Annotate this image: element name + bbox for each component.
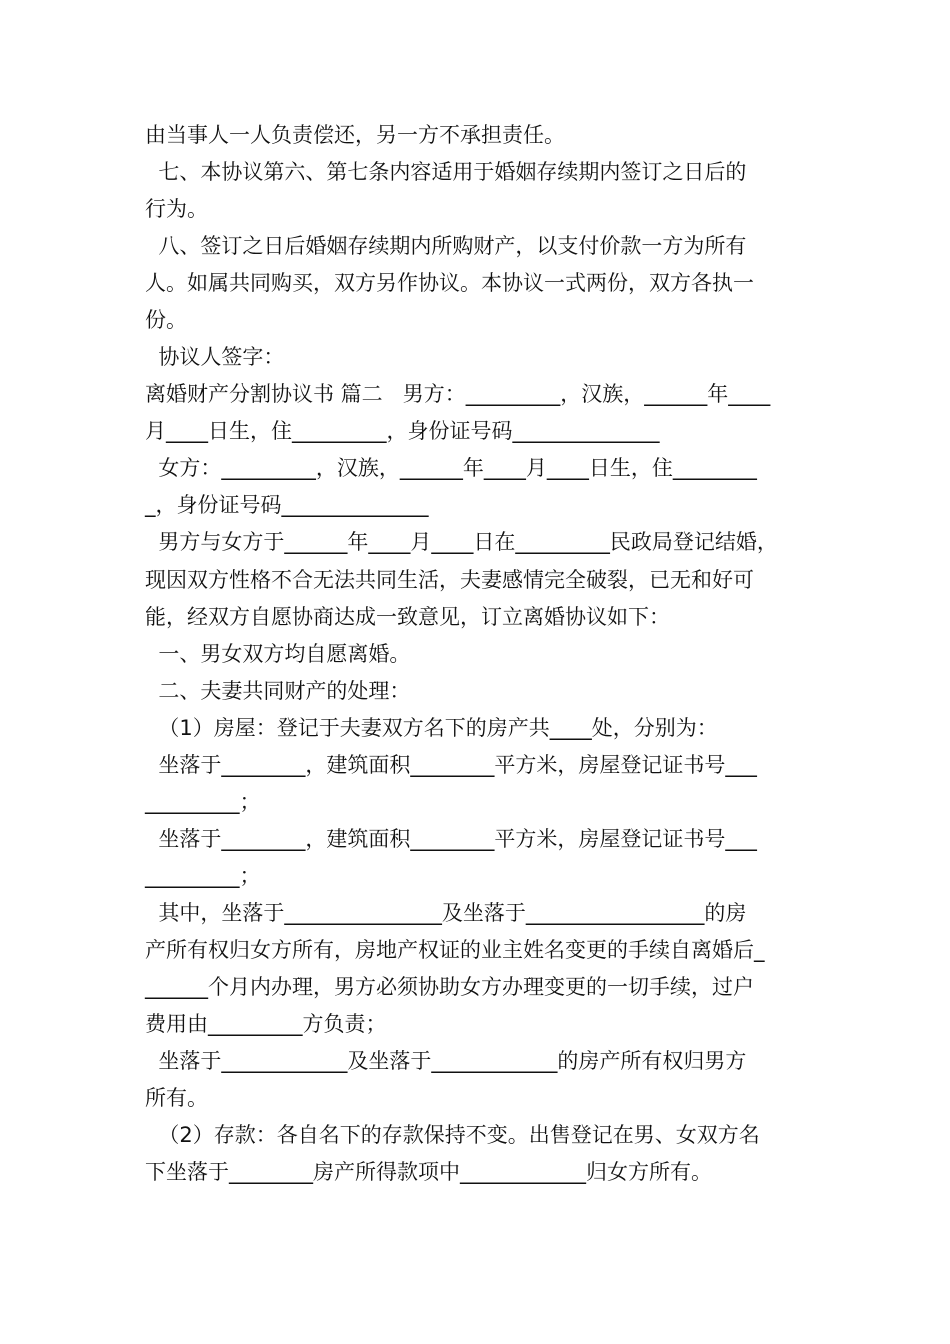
text-line: 下坐落于________房产所得款项中____________归女方所有。: [145, 1160, 712, 1184]
text-line: 坐落于____________及坐落于____________的房产所有权归男方: [145, 1049, 747, 1073]
text-line: 离婚财产分割协议书 篇二 男方：_________，汉族，______年____: [145, 382, 771, 406]
text-line: 一、男女双方均自愿离婚。: [145, 642, 411, 666]
text-line: 产所有权归女方所有，房地产权证的业主姓名变更的手续自离婚后_: [145, 938, 765, 962]
text-line: 月____日生，住_________，身份证号码______________: [145, 419, 660, 443]
text-line: 其中，坐落于_______________及坐落于_________________的房: [145, 901, 747, 925]
text-line: 八、签订之日后婚姻存续期内所购财产，以支付价款一方为所有: [145, 234, 747, 258]
text-line: （2）存款：各自名下的存款保持不变。出售登记在男、女双方名: [145, 1123, 760, 1147]
text-line: 份。: [145, 308, 187, 332]
text-line: 所有。: [145, 1086, 208, 1110]
text-line: 协议人签字：: [145, 345, 285, 369]
text-line: _，身份证号码______________: [145, 493, 429, 517]
text-line: _________；: [145, 864, 261, 888]
text-line: 现因双方性格不合无法共同生活，夫妻感情完全破裂，已无和好可: [145, 568, 754, 592]
text-line: （1）房屋：登记于夫妻双方名下的房产共____处，分别为：: [145, 716, 718, 740]
text-line: 男方与女方于______年____月____日在_________民政局登记结婚，: [145, 530, 778, 554]
text-line: 二、夫妻共同财产的处理：: [145, 679, 411, 703]
text-line: 由当事人一人负责偿还，另一方不承担责任。: [145, 123, 565, 147]
text-line: 行为。: [145, 197, 208, 221]
text-line: 坐落于________，建筑面积________平方米，房屋登记证书号___: [145, 827, 757, 851]
text-line: 费用由_________方负责；: [145, 1012, 387, 1036]
text-line: ______个月内办理，男方必须协助女方办理变更的一切手续，过户: [145, 975, 754, 999]
text-line: 坐落于________，建筑面积________平方米，房屋登记证书号___: [145, 753, 757, 777]
text-line: 能，经双方自愿协商达成一致意见，订立离婚协议如下：: [145, 605, 670, 629]
text-line: 七、本协议第六、第七条内容适用于婚姻存续期内签订之日后的: [145, 160, 747, 184]
text-line: 人。如属共同购买，双方另作协议。本协议一式两份，双方各执一: [145, 271, 754, 295]
text-line: 女方：_________，汉族，______年____月____日生，住________: [145, 456, 757, 480]
text-line: _________；: [145, 790, 261, 814]
